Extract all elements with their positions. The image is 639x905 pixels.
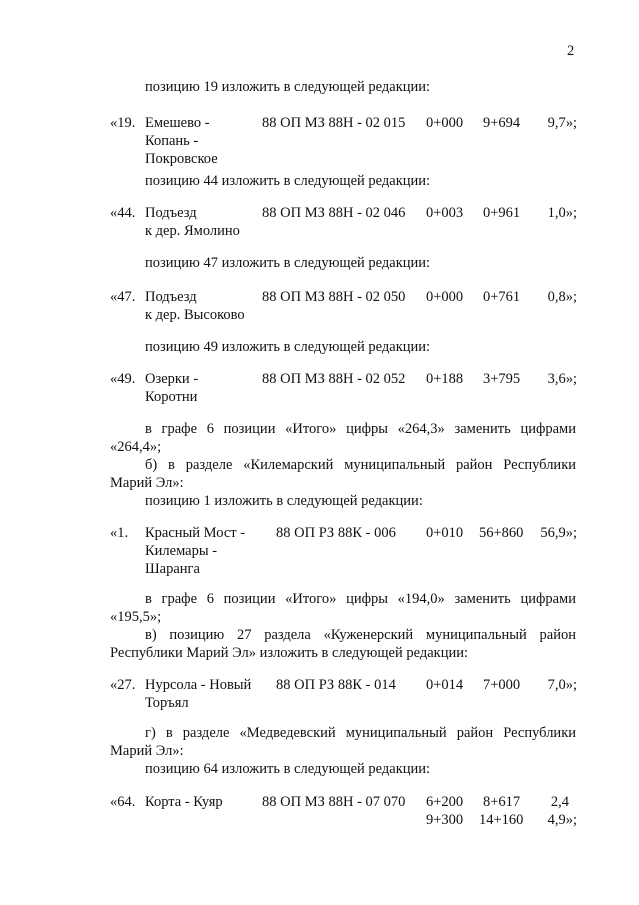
paragraph-g-line1: г) в разделе «Медведевский муниципальный район Республики (145, 725, 576, 741)
row27-number: «27. (110, 677, 136, 693)
row44-number: «44. (110, 205, 136, 221)
row1-number: «1. (110, 525, 129, 541)
row27-name-line1: Нурсола - Новый (145, 677, 252, 693)
row47-name-line1: Подъезд (145, 289, 197, 305)
instruction-49: позицию 49 изложить в следующей редакции: (145, 339, 431, 355)
row47-start: 0+000 (426, 289, 464, 305)
paragraph-b-line1: б) в разделе «Килемарский муниципальный район Республики (145, 457, 576, 473)
instruction-19: позицию 19 изложить в следующей редакции: (145, 79, 431, 95)
paragraph-g-line2: Марий Эл»: (110, 743, 184, 759)
row49-length: 3,6»; (547, 371, 577, 387)
row27-name-line2: Торъял (145, 695, 189, 711)
row1-length: 56,9»; (540, 525, 577, 541)
row49-name-line2: Коротни (145, 389, 198, 405)
row49-number: «49. (110, 371, 136, 387)
row27-length: 7,0»; (547, 677, 577, 693)
paragraph-b-line2: Марий Эл»: (110, 475, 184, 491)
row27-start: 0+014 (426, 677, 464, 693)
paragraph-v-line2: Республики Марий Эл» изложить в следующей редакции: (110, 645, 469, 661)
row44-start: 0+003 (426, 205, 464, 221)
row49-start: 0+188 (426, 371, 464, 387)
row1-name-line1: Красный Мост - (145, 525, 246, 541)
row49-name-line1: Озерки - (145, 371, 199, 387)
paragraph-itogo-2-line2: «195,5»; (110, 609, 162, 625)
instruction-1: позицию 1 изложить в следующей редакции: (145, 493, 423, 509)
row19-code: 88 ОП МЗ 88Н - 02 015 (262, 115, 406, 131)
row47-name-line2: к дер. Высоково (145, 307, 245, 323)
row64-end-1: 8+617 (483, 794, 521, 810)
row64-name: Корта - Куяр (145, 794, 223, 810)
row19-length: 9,7»; (547, 115, 577, 131)
row47-number: «47. (110, 289, 136, 305)
row27-end: 7+000 (483, 677, 521, 693)
row19-start: 0+000 (426, 115, 464, 131)
instruction-64: позицию 64 изложить в следующей редакции: (145, 761, 431, 777)
row47-length: 0,8»; (547, 289, 577, 305)
paragraph-itogo-1-line2: «264,4»; (110, 439, 162, 455)
row64-code: 88 ОП МЗ 88Н - 07 070 (262, 794, 406, 810)
row19-end: 9+694 (483, 115, 521, 131)
row19-name-line1: Емешево - (145, 115, 210, 131)
page-number: 2 (567, 43, 575, 59)
row47-code: 88 ОП МЗ 88Н - 02 050 (262, 289, 406, 305)
row19-number: «19. (110, 115, 136, 131)
row64-start-2: 9+300 (426, 812, 464, 828)
paragraph-v-line1: в) позицию 27 раздела «Куженерский муниципальный район (145, 627, 576, 643)
row64-number: «64. (110, 794, 136, 810)
row44-code: 88 ОП МЗ 88Н - 02 046 (262, 205, 406, 221)
paragraph-itogo-2-line1: в графе 6 позиции «Итого» цифры «194,0» заменить цифрами (145, 591, 576, 607)
row64-length-2: 4,9»; (547, 812, 577, 828)
row44-length: 1,0»; (547, 205, 577, 221)
row19-name-line2: Копань - (145, 133, 199, 149)
row47-end: 0+761 (483, 289, 521, 305)
row49-end: 3+795 (483, 371, 521, 387)
row1-name-line3: Шаранга (145, 561, 200, 577)
paragraph-itogo-1-line1: в графе 6 позиции «Итого» цифры «264,3» заменить цифрами (145, 421, 576, 437)
row1-start: 0+010 (426, 525, 464, 541)
row64-end-2: 14+160 (479, 812, 524, 828)
instruction-44: позицию 44 изложить в следующей редакции: (145, 173, 431, 189)
row64-start-1: 6+200 (426, 794, 464, 810)
row44-name-line1: Подъезд (145, 205, 197, 221)
row1-code: 88 ОП РЗ 88К - 006 (276, 525, 396, 541)
row19-name-line3: Покровское (145, 151, 218, 167)
row44-name-line2: к дер. Ямолино (145, 223, 240, 239)
row27-code: 88 ОП РЗ 88К - 014 (276, 677, 396, 693)
row44-end: 0+961 (483, 205, 521, 221)
row1-name-line2: Килемары - (145, 543, 218, 559)
row1-end: 56+860 (479, 525, 524, 541)
row64-length-1: 2,4 (550, 794, 569, 810)
instruction-47: позицию 47 изложить в следующей редакции: (145, 255, 431, 271)
row49-code: 88 ОП МЗ 88Н - 02 052 (262, 371, 406, 387)
